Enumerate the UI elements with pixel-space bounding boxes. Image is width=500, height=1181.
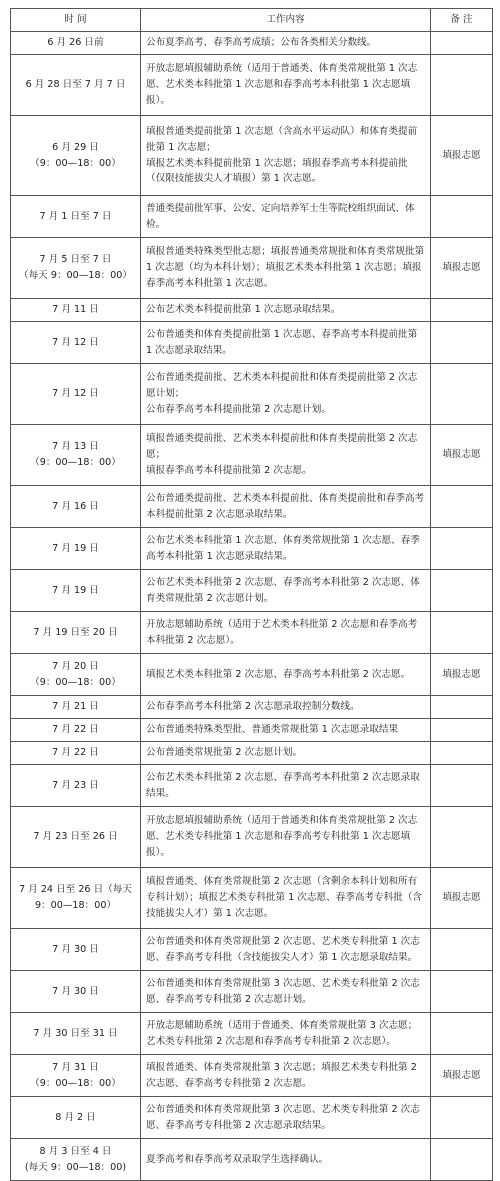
row-content-paragraph: 填报艺术类本科提前批第 1 次志愿；填报春季高考本科提前批（仅限技能拔尖人才填报）第 1 次志愿。 [146,157,408,185]
row-content-paragraph: 公布艺术类本科提前批第 1 次志愿录取结果。 [146,304,341,316]
row-date-line: 7 月 22 日 [52,747,99,759]
row-note [431,299,493,322]
row-note [431,612,493,654]
table-row [11,654,493,696]
header-content: 工作内容 [141,9,431,32]
row-date [11,528,141,570]
row-date [11,742,141,765]
row-note [431,486,493,528]
row-date [11,364,141,425]
row-date [11,486,141,528]
row-date-line: 7 月 5 日至 7 日 [39,254,112,266]
row-date [11,1139,141,1181]
row-content [141,1097,431,1139]
table-row [11,528,493,570]
row-date [11,719,141,742]
row-date-line: 7 月 16 日 [52,500,99,512]
row-date-line: 7 月 31 日 [52,1061,99,1073]
row-content [141,238,431,299]
row-date-line: 7 月 23 日至 26 日 [33,831,118,843]
row-note [431,322,493,364]
row-content [141,1055,431,1097]
row-date [11,654,141,696]
row-note [431,1013,493,1055]
row-date-line: 6 月 26 日前 [47,37,104,49]
row-date-line: 6 月 29 日 [52,141,99,153]
row-date [11,238,141,299]
row-date-line: 7 月 22 日 [52,724,99,736]
row-date-line: （9：00—18：00） [30,157,121,169]
row-date [11,1055,141,1097]
row-content [141,765,431,807]
table-row [11,1055,493,1097]
row-date [11,971,141,1013]
row-note [431,971,493,1013]
row-content-paragraph: 填报普通类、体育类常规批第 3 次志愿；填报艺术类专科批第 2 次志愿、春季高考专科批第 2 次志愿。 [146,1061,417,1089]
row-content-paragraph: 填报普通类特殊类型批志愿；填报普通类常规批和体育类常规批第 1 次志愿（均为本科计划）；填报艺术类本科批第 1 次志愿；填报春季高考本科批第 1 次志愿。 [146,246,425,289]
row-content [141,929,431,971]
table-row [11,196,493,238]
row-date-line: 7 月 30 日 [52,943,99,955]
row-note [431,196,493,238]
row-note: 填报志愿 [431,116,493,196]
row-note [431,807,493,868]
row-note [431,570,493,612]
table-row [11,116,493,196]
schedule-table [10,8,493,1181]
row-content-paragraph: 公布普通类常规批第 2 次志愿计划。 [146,747,303,759]
row-content-paragraph: 夏季高考和春季高考双录取学生选择确认。 [146,1153,329,1165]
row-date-line: 7 月 24 日至 26 日（每天 [19,884,132,896]
row-date-line: （9：00—18：00） [30,1077,121,1089]
row-content [141,486,431,528]
header-note: 备 注 [431,9,493,32]
row-date-line: 7 月 19 日 [52,584,99,596]
row-content [141,696,431,719]
row-content-paragraph: 开放志愿辅助系统（适用于艺术类本科批第 2 次志愿和春季高考本科批第 2 次志愿）。 [146,618,418,646]
table-row [11,364,493,425]
row-content [141,612,431,654]
table-row [11,486,493,528]
schedule-body [11,32,493,1181]
row-date [11,55,141,116]
row-date-line: 7 月 11 日 [52,304,99,316]
row-content-paragraph: 公布普通类和体育类常规批第 3 次志愿、艺术类专科批第 2 次志愿、春季高考专科批第 2 次志愿录取结果。 [146,1103,420,1131]
row-content-paragraph: 填报艺术类本科批第 2 次志愿、春季高考本科批第 2 次志愿。 [146,668,411,680]
row-content [141,1139,431,1181]
row-date [11,612,141,654]
row-note: 填报志愿 [431,1055,493,1097]
row-note [431,765,493,807]
row-content [141,55,431,116]
row-note [431,1097,493,1139]
row-date [11,570,141,612]
row-date [11,765,141,807]
row-content [141,807,431,868]
table-row [11,1097,493,1139]
row-date [11,322,141,364]
row-content [141,570,431,612]
row-content-paragraph: 公布普通类和体育类提前批第 1 次志愿、春季高考本科提前批第 1 次志愿录取结果。 [146,328,418,356]
row-date [11,116,141,196]
row-content-paragraph: 公布普通类特殊类型批、普通类常规批第 1 次志愿录取结果 [146,724,399,736]
row-date [11,1013,141,1055]
row-note [431,364,493,425]
row-content-paragraph: 公布春季高考本科提前批第 2 次志愿计划。 [146,403,331,415]
row-note: 填报志愿 [431,654,493,696]
row-date [11,807,141,868]
row-date-line: 7 月 23 日 [52,779,99,791]
row-date [11,868,141,929]
row-date [11,1097,141,1139]
table-row [11,696,493,719]
row-date-line: 7 月 30 日 [52,985,99,997]
row-date [11,425,141,486]
table-row [11,238,493,299]
row-content [141,299,431,322]
row-date-line: 7 月 12 日 [52,336,99,348]
row-note [431,719,493,742]
row-note: 填报志愿 [431,425,493,486]
row-date [11,32,141,55]
row-content-paragraph: 公布艺术类本科批第 2 次志愿、春季高考本科批第 2 次志愿录取结果。 [146,771,420,799]
row-date-line: 7 月 30 日至 31 日 [33,1027,118,1039]
row-content-paragraph: 开放志愿填报辅助系统（适用于普通类、体育类常规批第 1 次志愿、艺术类本科批第 1 次志愿和春季高考本科批第 1 次志愿填报）。 [146,63,418,106]
row-content-paragraph: 填报普通类提前批、艺术类本科提前批和体育类提前批第 2 次志愿； [146,433,418,461]
table-row [11,299,493,322]
row-note [431,55,493,116]
row-content-paragraph: 填报普通类、体育类常规批第 2 次志愿（含剩余本科计划和所有专科计划）；填报艺术类专科批第 1 次志愿、春季高考专科批（含技能拔尖人才）第 1 次志愿。 [146,876,423,919]
row-note [431,1139,493,1181]
row-date-line: （9：00—18：00） [30,676,121,688]
row-content [141,364,431,425]
row-content-paragraph: 公布普通类提前批、艺术类本科提前批和体育类提前批第 2 次志愿计划； [146,372,418,400]
table-row [11,612,493,654]
row-date [11,196,141,238]
row-date-line: 7 月 12 日 [52,388,99,400]
table-row [11,742,493,765]
table-row [11,55,493,116]
table-row [11,807,493,868]
row-date-line: 8 月 3 日至 4 日 [39,1145,112,1157]
row-content [141,719,431,742]
row-content [141,654,431,696]
table-row [11,1013,493,1055]
row-note [431,742,493,765]
row-date-line: 6 月 28 日至 7 月 7 日 [25,79,126,91]
row-date-line: （9：00—18：00） [30,457,121,468]
row-content [141,32,431,55]
row-date [11,696,141,719]
row-content-paragraph: 填报春季高考本科提前批第 2 次志愿。 [146,464,312,476]
row-date-line: 7 月 13 日 [52,441,99,453]
row-date-line: 7 月 19 日 [52,542,99,554]
row-date-line: 7 月 21 日 [52,701,99,713]
row-date-line: 9：00—18：00） [34,900,117,911]
table-row [11,719,493,742]
row-content [141,425,431,486]
row-date-line: （每天 9：00—18：00） [19,270,132,281]
row-note: 填报志愿 [431,238,493,299]
row-content [141,116,431,196]
row-content [141,528,431,570]
row-note [431,528,493,570]
row-content [141,196,431,238]
row-note: 填报志愿 [431,868,493,929]
table-row [11,765,493,807]
row-content-paragraph: 公布普通类和体育类常规批第 3 次志愿、艺术类专科批第 2 次志愿、春季高考专科批第 2 次志愿计划。 [146,977,420,1005]
row-content [141,322,431,364]
row-date-line: (每天 9：00—18：00) [24,1161,127,1173]
row-content-paragraph: 公布艺术类本科批第 1 次志愿、体育类常规批第 1 次志愿、春季高考本科批第 1 次志愿录取结果。 [146,534,420,562]
row-date-line: 7 月 1 日至 7 日 [39,210,112,222]
row-content-paragraph: 公布夏季高考、春季高考成绩；公布各类相关分数线。 [146,37,377,49]
table-row [11,971,493,1013]
row-note [431,929,493,971]
row-date [11,929,141,971]
row-date-line: 8 月 2 日 [55,1111,96,1123]
table-row [11,322,493,364]
row-content-paragraph: 普通类提前批军事、公安、定向培养军士生等院校组织面试、体检。 [146,202,415,230]
row-note [431,696,493,719]
row-date-line: 7 月 20 日 [52,660,99,672]
row-content-paragraph: 公布普通类提前批、艺术类本科提前批、体育类提前批和春季高考本科提前批第 2 次志愿录取结果。 [146,492,425,520]
row-content-paragraph: 公布艺术类本科批第 2 次志愿、春季高考本科批第 2 次志愿、体育类常规批第 2 次志愿计划。 [146,576,420,604]
row-content-paragraph: 填报普通类提前批第 1 次志愿（含高水平运动队）和体育类提前批第 1 次志愿； [146,125,418,153]
table-row [11,570,493,612]
row-content-paragraph: 公布春季高考本科批第 2 次志愿录取控制分数线。 [146,701,360,713]
row-content [141,742,431,765]
row-content-paragraph: 开放志愿填报辅助系统（适用于普通类和体育类常规批第 2 次志愿、艺术类专科批第 1 次志愿和春季高考专科批第 1 次志愿填报）。 [146,815,418,858]
header-time: 时 间 [11,9,141,32]
table-row [11,32,493,55]
row-content [141,1013,431,1055]
table-row [11,929,493,971]
row-content-paragraph: 公布普通类和体育类常规批第 2 次志愿、艺术类专科批第 1 次志愿、春季高考专科批（含技能拔尖人才）第 1 次志愿录取结果。 [146,935,420,963]
table-row [11,1139,493,1181]
row-content [141,868,431,929]
header-row [11,9,493,32]
row-content-paragraph: 开放志愿辅助系统（适用于普通类、体育类常规批第 3 次志愿；艺术类专科批第 2 次志愿和春季高考专科批第 2 次志愿）。 [146,1019,418,1047]
row-date [11,299,141,322]
row-content [141,971,431,1013]
row-note [431,32,493,55]
table-row [11,868,493,929]
row-date-line: 7 月 19 日至 20 日 [33,626,118,638]
table-row [11,425,493,486]
